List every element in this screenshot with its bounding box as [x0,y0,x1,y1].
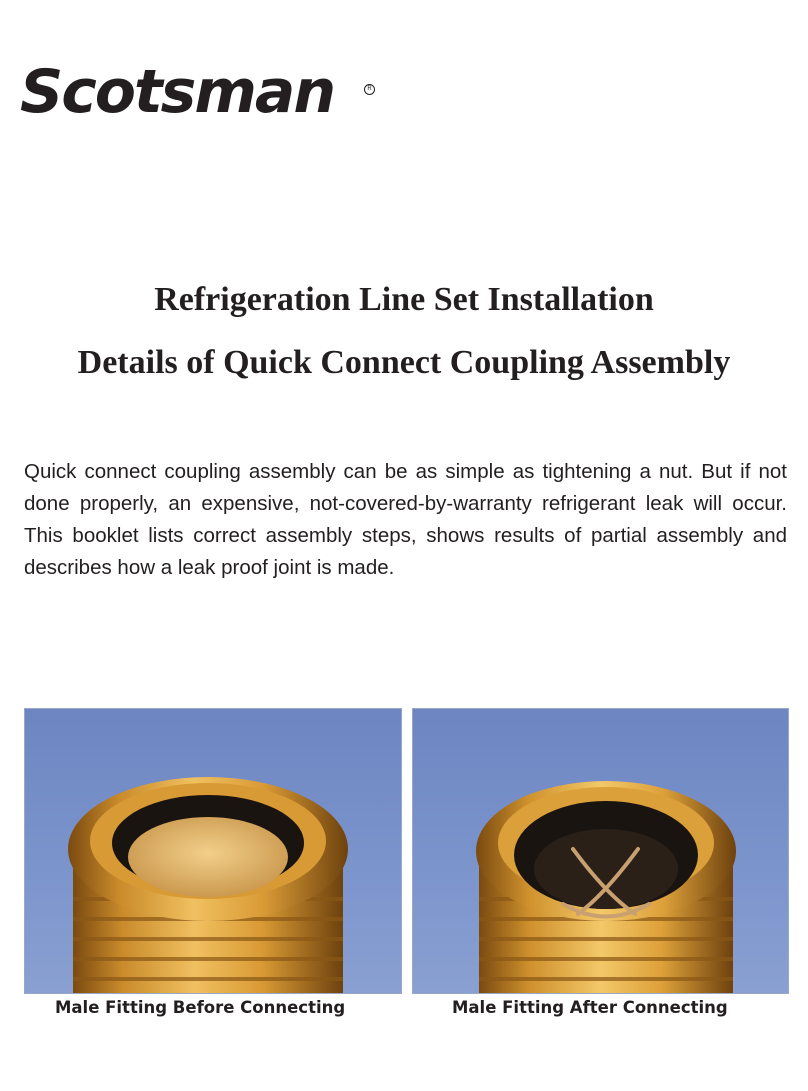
intro-paragraph: Quick connect coupling assembly can be as simple as tightening a nut. But if not done properly, an expensive, not-covered-by-warranty refrigerant leak will occur. This booklet lists correct assembly steps, shows results of partial assembly and describes how a leak proof joint is made. [24,460,787,579]
photo-after-connecting [412,708,789,994]
photo-before-connecting [24,708,402,994]
registered-trademark-icon: R [364,84,375,95]
fitting-after-image [413,709,788,993]
scotsman-logo [20,57,335,127]
caption-before: Male Fitting Before Connecting [55,998,346,1017]
page-subtitle: Details of Quick Connect Coupling Assembly [77,344,731,381]
page-title: Refrigeration Line Set Installation [154,281,654,318]
logo-text: Scotsman [20,57,335,127]
caption-after: Male Fitting After Connecting [452,998,728,1017]
fitting-before-image [25,709,401,993]
